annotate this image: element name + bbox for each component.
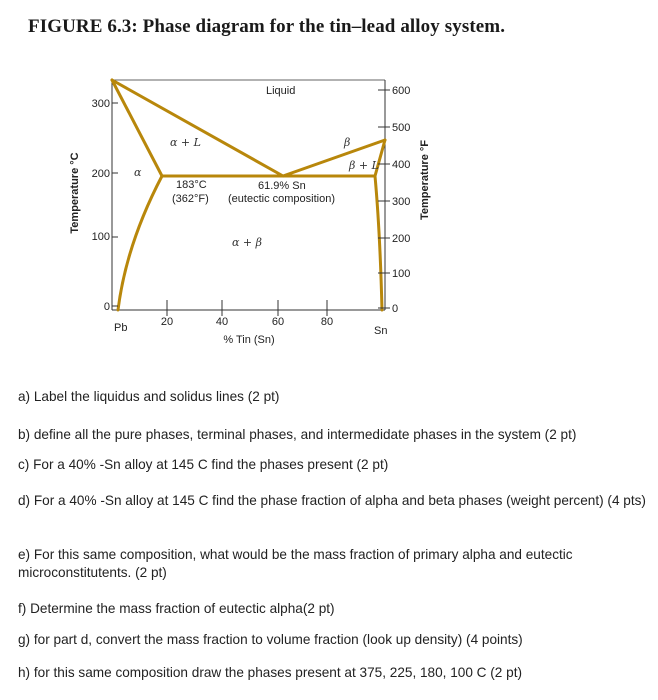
solvus-line-alpha	[118, 176, 162, 310]
question-c: c) For a 40% -Sn alloy at 145 C find the phases present (2 pt)	[18, 457, 389, 472]
x-axis-label: % Tin (Sn)	[223, 334, 275, 346]
bottom-tick-label-60: 60	[271, 316, 285, 328]
right-tick-label-600: 600	[392, 85, 411, 97]
question-e: e) For this same composition, what would be the mass fraction of primary alpha and eutectic microconstitutents. (2 pt)	[18, 547, 573, 580]
bottom-tick-label-40: 40	[215, 316, 229, 328]
eutectic-composition: 61.9% Sn	[258, 180, 306, 192]
left-tick-label-200: 200	[91, 168, 110, 180]
right-tick-label-500: 500	[392, 122, 411, 134]
region-label-alpha-beta: α + β	[232, 236, 262, 249]
x-end-label-pb: Pb	[114, 322, 128, 334]
right-tick-label-100: 100	[392, 268, 411, 280]
left-tick-label-300: 300	[91, 98, 110, 110]
bottom-tick-label-80: 80	[320, 316, 334, 328]
left-tick-label-100: 100	[91, 231, 110, 243]
region-label-beta: β	[344, 136, 351, 149]
question-f: f) Determine the mass fraction of eutectic alpha(2 pt)	[18, 601, 335, 616]
question-d: d) For a 40% -Sn alloy at 145 C find the phase fraction of alpha and beta phases (weight percent) (4 pts)	[18, 493, 646, 508]
bottom-tick-label-20: 20	[160, 316, 174, 328]
question-h: h) for this same composition draw the phases present at 375, 225, 180, 100 C (2 pt)	[18, 665, 523, 680]
region-label-beta-liquid: β + L	[349, 159, 379, 172]
right-tick-label-200: 200	[392, 233, 411, 245]
eutectic-temp-celsius: 183°C	[176, 179, 207, 191]
y-axis-label-celsius: Temperature °C	[69, 152, 81, 234]
figure-title: FIGURE 6.3: Phase diagram for the tin–lead alloy system.	[28, 16, 506, 37]
right-tick-label-400: 400	[392, 159, 411, 171]
solvus-line-beta	[375, 176, 382, 310]
region-label-alpha-liquid: α + L	[170, 136, 201, 149]
x-end-label-sn: Sn	[374, 325, 388, 337]
right-tick-label-300: 300	[392, 196, 411, 208]
eutectic-temp-fahrenheit: (362°F)	[172, 193, 209, 205]
question-b: b) define all the pure phases, terminal phases, and intermedidate phases in the system (2 pt)	[18, 427, 577, 442]
region-label-liquid: Liquid	[266, 85, 296, 97]
right-tick-label-0: 0	[392, 303, 399, 315]
eutectic-composition-note: (eutectic composition)	[228, 193, 335, 205]
region-label-alpha: α	[134, 166, 142, 179]
y-axis-label-fahrenheit: Temperature °F	[419, 140, 431, 220]
question-a: a) Label the liquidus and solidus lines (2 pt)	[18, 389, 280, 404]
question-g: g) for part d, convert the mass fraction to volume fraction (look up density) (4 points)	[18, 632, 523, 647]
left-tick-label-0: 0	[103, 301, 110, 313]
